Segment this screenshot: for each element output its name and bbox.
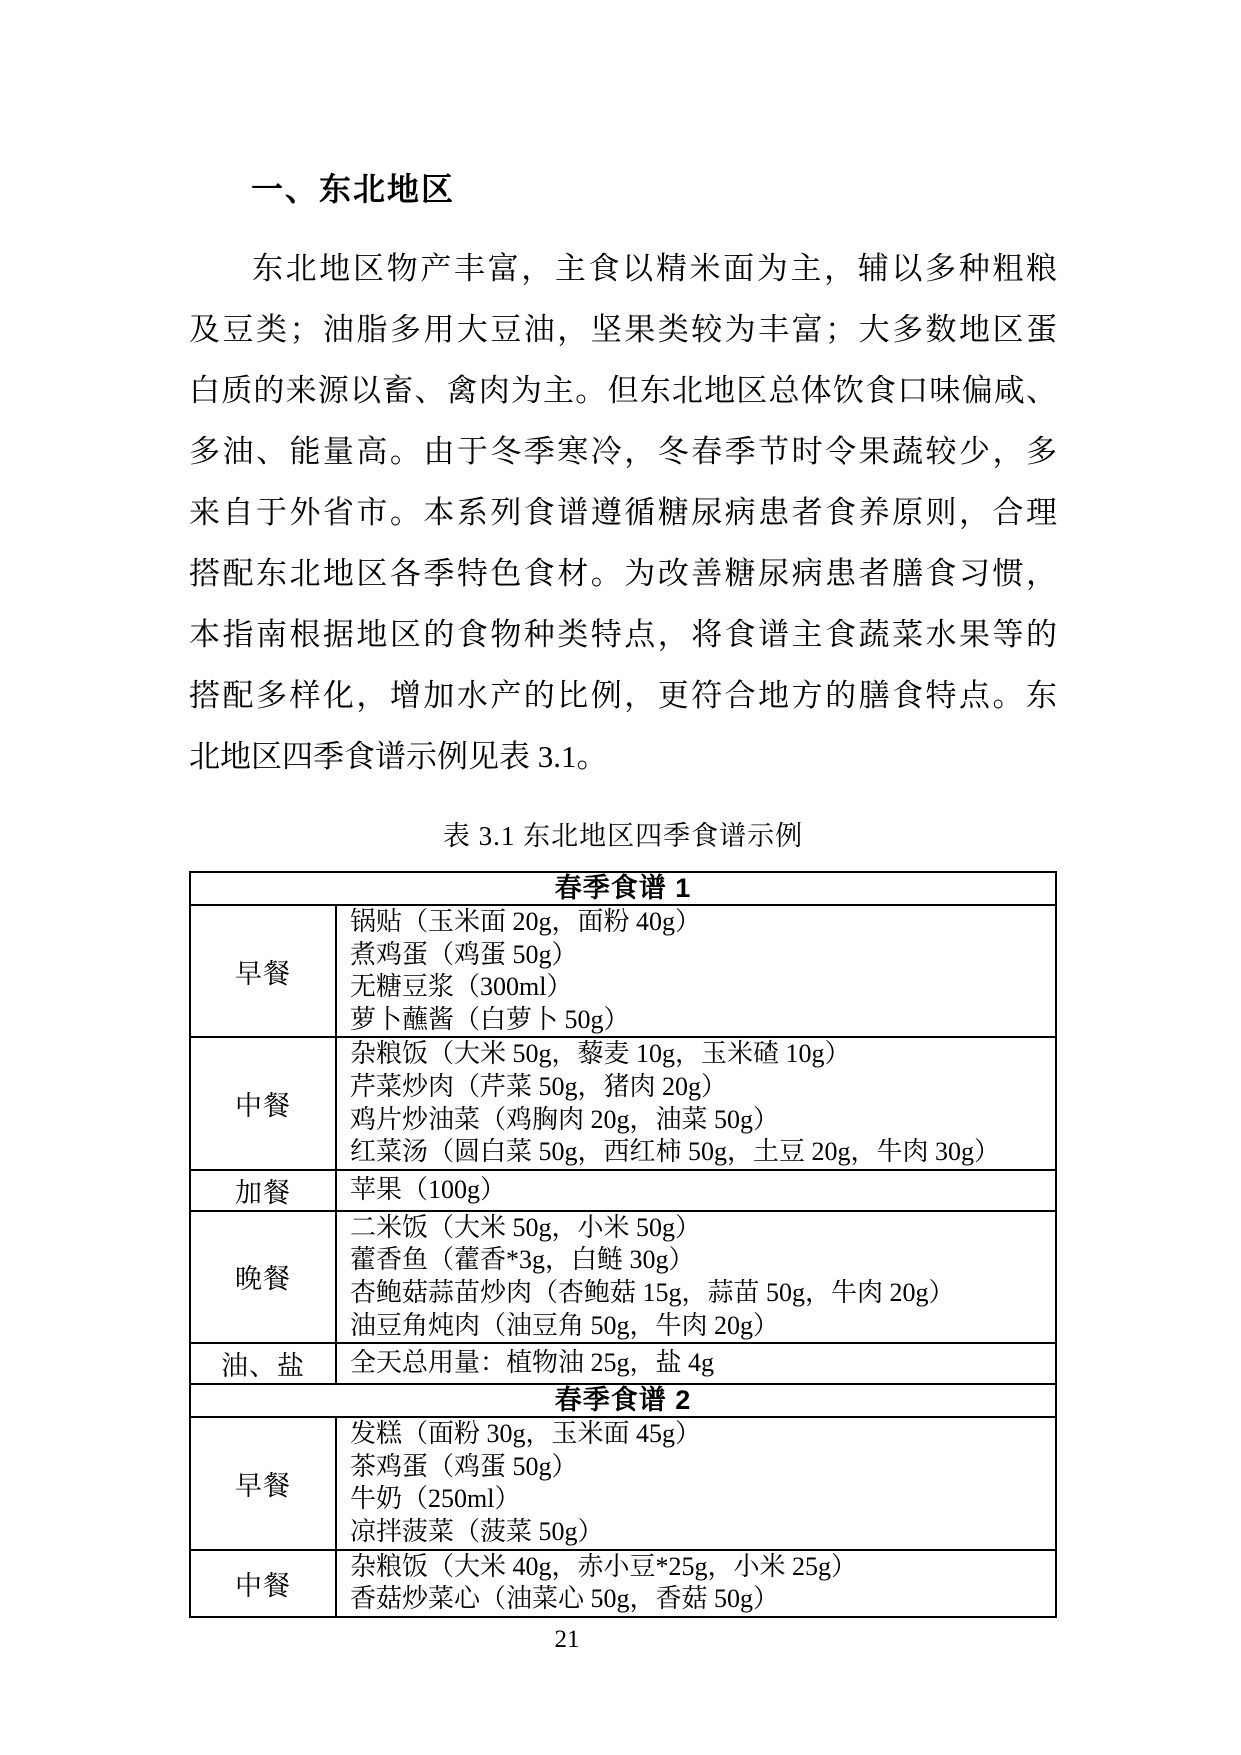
dish-item: 鸡片炒油菜（鸡胸肉 20g，油菜 50g） <box>350 1104 780 1134</box>
dish-item: 凉拌菠菜（菠菜 50g） <box>350 1516 604 1546</box>
table-row <box>190 1037 1056 1169</box>
meal-label-cell: 中餐 <box>190 1550 336 1617</box>
table-row <box>190 1417 1056 1549</box>
dish-item: 二米饭（大米 50g，小米 50g） <box>350 1212 702 1242</box>
paragraph-line: 来自于外省市。本系列食谱遵循糖尿病患者食养原则，合理 <box>189 495 1057 530</box>
meal-items-cell <box>336 1170 1056 1211</box>
dish-item: 锅贴（玉米面 20g，面粉 40g） <box>350 907 702 936</box>
table-row <box>190 1170 1056 1211</box>
paragraph-line: 搭配东北地区各季特色食材。为改善糖尿病患者膳食习惯， <box>189 556 1057 591</box>
dish-item: 杂粮饭（大米 40g，赤小豆*25g，小米 25g） <box>350 1551 858 1581</box>
meal-label-cell: 中餐 <box>190 1037 336 1169</box>
dish-item: 牛奶（250ml） <box>350 1484 521 1514</box>
table-row <box>190 1550 1056 1617</box>
meal-items-cell <box>336 905 1056 1037</box>
dish-item: 杏鲍菇蒜苗炒肉（杏鲍菇 15g，蒜苗 50g，牛肉 20g） <box>350 1277 955 1307</box>
page-number: 21 <box>554 1626 580 1653</box>
meal-items-cell <box>336 1037 1056 1169</box>
paragraph-line: 北地区四季食谱示例见表 3.1。 <box>189 739 608 774</box>
meal-items-cell <box>336 1211 1056 1343</box>
paragraph-line: 多油、能量高。由于冬季寒冷，冬春季节时令果蔬较少，多 <box>189 434 1057 469</box>
table-section-header: 春季食谱 2 <box>190 1384 1056 1417</box>
paragraph-line: 及豆类；油脂多用大豆油，坚果类较为丰富；大多数地区蛋 <box>189 312 1057 347</box>
dish-item: 香菇炒菜心（油菜心 50g，香菇 50g） <box>350 1584 780 1614</box>
table-section-header: 春季食谱 1 <box>190 872 1056 905</box>
meal-label-cell: 早餐 <box>190 1417 336 1549</box>
dish-item: 发糕（面粉 30g，玉米面 45g） <box>350 1419 702 1449</box>
paragraph-line: 本指南根据地区的食物种类特点，将食谱主食蔬菜水果等的 <box>189 617 1057 652</box>
dish-item: 煮鸡蛋（鸡蛋 50g） <box>350 939 578 969</box>
table-row <box>190 1343 1056 1384</box>
dish-item: 无糖豆浆（300ml） <box>350 972 573 1002</box>
page-content <box>189 168 1057 1618</box>
table-row <box>190 1211 1056 1343</box>
dish-item: 红菜汤（圆白菜 50g，西红柿 50g，土豆 20g，牛肉 30g） <box>350 1137 1001 1167</box>
table-row <box>190 905 1056 1037</box>
meal-label-cell: 晚餐 <box>190 1211 336 1343</box>
recipe-table-body <box>190 872 1056 1617</box>
paragraph-line: 白质的来源以畜、禽肉为主。但东北地区总体饮食口味偏咸、 <box>189 373 1057 408</box>
meal-items-cell <box>336 1417 1056 1549</box>
table-section-header-row <box>190 1384 1056 1417</box>
dish-item: 杂粮饭（大米 50g，藜麦 10g，玉米碴 10g） <box>350 1039 851 1069</box>
dish-item: 苹果（100g） <box>350 1174 507 1204</box>
meal-label-cell: 加餐 <box>190 1170 336 1211</box>
dish-item: 茶鸡蛋（鸡蛋 50g） <box>350 1451 578 1481</box>
table-caption: 表 3.1 东北地区四季食谱示例 <box>442 821 804 851</box>
dish-item: 藿香鱼（藿香*3g，白鲢 30g） <box>350 1245 695 1275</box>
dish-item: 油豆角炖肉（油豆角 50g，牛肉 20g） <box>350 1310 780 1340</box>
dish-item: 全天总用量：植物油 25g，盐 4g <box>350 1348 715 1378</box>
dish-item: 芹菜炒肉（芹菜 50g，猪肉 20g） <box>350 1071 728 1101</box>
meal-items-cell <box>336 1343 1056 1384</box>
meal-items-cell <box>336 1550 1056 1617</box>
dish-item: 萝卜蘸酱（白萝卜 50g） <box>350 1004 630 1034</box>
meal-label-cell: 早餐 <box>190 905 336 1037</box>
paragraph <box>189 238 1057 787</box>
table-section-header-row <box>190 872 1056 905</box>
recipe-table <box>189 871 1057 1618</box>
paragraph-line: 搭配多样化，增加水产的比例，更符合地方的膳食特点。东 <box>189 678 1057 713</box>
meal-label-cell: 油、盐 <box>190 1343 336 1384</box>
section-heading: 一、东北地区 <box>251 171 456 207</box>
paragraph-line: 东北地区物产丰富，主食以精米面为主，辅以多种粗粮 <box>252 251 1057 286</box>
